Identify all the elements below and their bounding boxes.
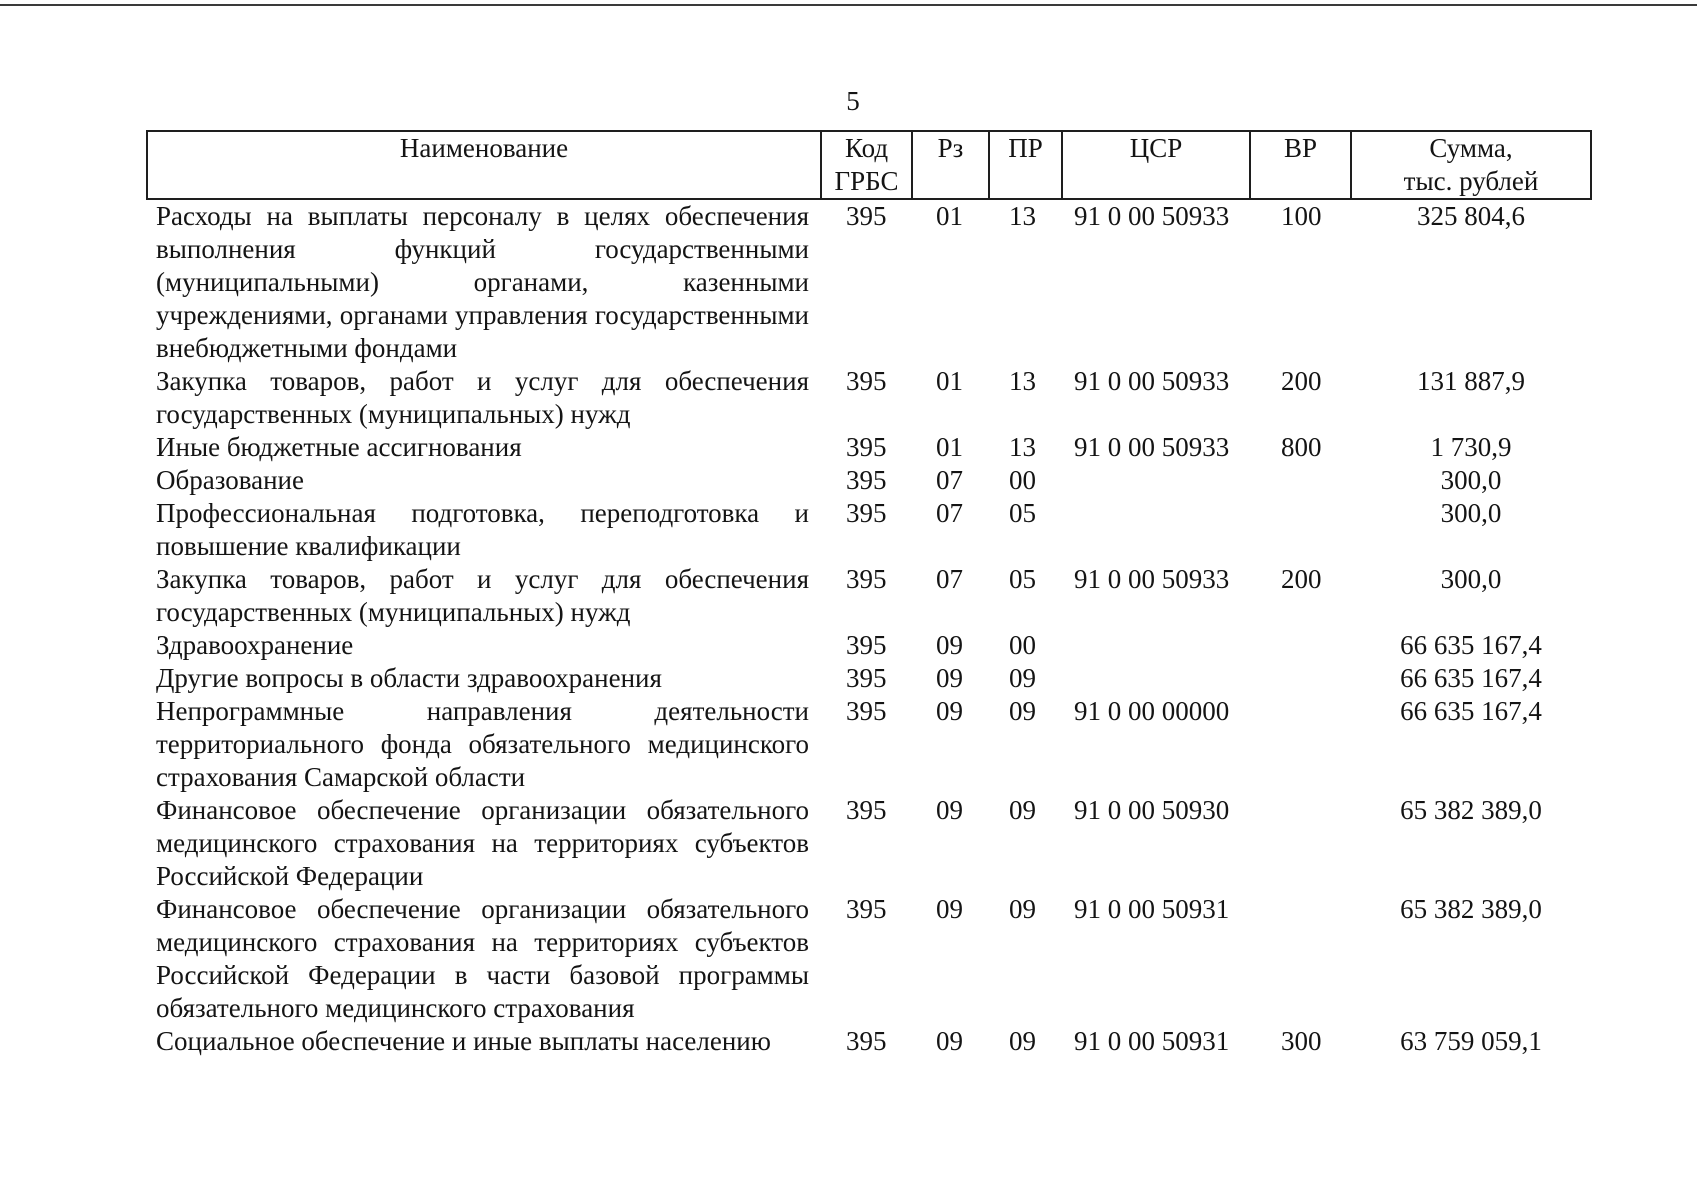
table-row — [147, 464, 1591, 497]
row-name: Финансовое обеспечение организации обязательного медицинского страхования на территориях субъектов Российской Федерации — [156, 795, 809, 891]
row-pr-code: 13 — [1009, 201, 1036, 231]
row-pr-code: 13 — [1009, 432, 1036, 462]
row-amount: 65 382 389,0 — [1400, 795, 1542, 825]
row-vr-code — [1250, 497, 1351, 563]
row-vr-code: 800 — [1281, 432, 1322, 462]
header-pr: ПР — [989, 131, 1062, 199]
header-name: Наименование — [147, 131, 821, 199]
row-rz-code: 07 — [936, 498, 963, 528]
table-row — [147, 431, 1591, 464]
row-grbs-code: 395 — [846, 465, 887, 495]
row-csr-code: 91 0 00 50931 — [1074, 1026, 1230, 1056]
row-pr-code: 13 — [1009, 366, 1036, 396]
row-rz-code: 07 — [936, 564, 963, 594]
row-name: Непрограммные направления деятельности территориального фонда обязательного медицинского страхования Самарской области — [156, 696, 809, 792]
header-csr: ЦСР — [1062, 131, 1250, 199]
row-pr-code: 05 — [1009, 498, 1036, 528]
row-pr-code: 09 — [1009, 894, 1036, 924]
table-row — [147, 497, 1591, 563]
row-amount: 66 635 167,4 — [1400, 630, 1542, 660]
row-grbs-code: 395 — [846, 630, 887, 660]
row-grbs-code: 395 — [846, 366, 887, 396]
row-name: Закупка товаров, работ и услуг для обеспечения государственных (муниципальных) нужд — [156, 564, 809, 627]
budget-table — [146, 130, 1592, 1058]
row-pr-code: 09 — [1009, 696, 1036, 726]
header-row — [147, 131, 1591, 199]
row-name: Другие вопросы в области здравоохранения — [156, 663, 662, 693]
row-vr-code: 300 — [1281, 1026, 1322, 1056]
row-name: Закупка товаров, работ и услуг для обеспечения государственных (муниципальных) нужд — [156, 366, 809, 429]
row-rz-code: 09 — [936, 630, 963, 660]
header-grbs: Код ГРБС — [821, 131, 912, 199]
row-name: Расходы на выплаты персоналу в целях обеспечения выполнения функций государственными (муниципальными) органами, казенными учреждениями, органами управления государственными внебюджетными фондами — [156, 201, 809, 363]
row-csr-code: 91 0 00 50933 — [1074, 366, 1230, 396]
row-rz-code: 09 — [936, 1026, 963, 1056]
row-grbs-code: 395 — [846, 663, 887, 693]
header-rz: Рз — [912, 131, 989, 199]
row-grbs-code: 395 — [846, 696, 887, 726]
row-csr-code — [1062, 629, 1250, 662]
row-amount: 66 635 167,4 — [1400, 696, 1542, 726]
table-row — [147, 365, 1591, 431]
row-csr-code — [1062, 662, 1250, 695]
row-amount: 325 804,6 — [1417, 201, 1525, 231]
row-amount: 131 887,9 — [1417, 366, 1525, 396]
table-row — [147, 199, 1591, 365]
row-grbs-code: 395 — [846, 432, 887, 462]
row-pr-code: 00 — [1009, 465, 1036, 495]
row-vr-code: 100 — [1281, 201, 1322, 231]
table-header — [147, 131, 1591, 199]
row-vr-code — [1250, 695, 1351, 794]
table-row — [147, 563, 1591, 629]
row-grbs-code: 395 — [846, 1026, 887, 1056]
row-amount: 66 635 167,4 — [1400, 663, 1542, 693]
row-vr-code — [1250, 464, 1351, 497]
row-rz-code: 09 — [936, 894, 963, 924]
row-vr-code — [1250, 629, 1351, 662]
row-name: Здравоохранение — [156, 630, 354, 660]
row-pr-code: 05 — [1009, 564, 1036, 594]
header-vr: ВР — [1250, 131, 1351, 199]
row-pr-code: 00 — [1009, 630, 1036, 660]
row-rz-code: 09 — [936, 663, 963, 693]
row-name: Иные бюджетные ассигнования — [156, 432, 522, 462]
row-rz-code: 01 — [936, 201, 963, 231]
row-pr-code: 09 — [1009, 663, 1036, 693]
table-row — [147, 695, 1591, 794]
row-csr-code: 91 0 00 50933 — [1074, 564, 1230, 594]
top-border-line — [0, 4, 1697, 6]
row-amount: 300,0 — [1440, 465, 1502, 495]
row-vr-code: 200 — [1281, 366, 1322, 396]
row-rz-code: 01 — [936, 366, 963, 396]
row-csr-code — [1062, 464, 1250, 497]
row-csr-code: 91 0 00 50931 — [1074, 894, 1230, 924]
row-rz-code: 09 — [936, 696, 963, 726]
row-amount: 65 382 389,0 — [1400, 894, 1542, 924]
row-pr-code: 09 — [1009, 795, 1036, 825]
row-grbs-code: 395 — [846, 201, 887, 231]
table-row — [147, 1025, 1591, 1058]
header-sum: Сумма, тыс. рублей — [1351, 131, 1591, 199]
row-rz-code: 09 — [936, 795, 963, 825]
row-csr-code: 91 0 00 50933 — [1074, 201, 1230, 231]
row-amount: 1 730,9 — [1430, 432, 1512, 462]
table-body — [147, 199, 1591, 1058]
row-amount: 300,0 — [1440, 564, 1502, 594]
row-grbs-code: 395 — [846, 498, 887, 528]
row-amount: 300,0 — [1440, 498, 1502, 528]
row-vr-code — [1250, 794, 1351, 893]
row-rz-code: 07 — [936, 465, 963, 495]
table-row — [147, 893, 1591, 1025]
row-csr-code: 91 0 00 50930 — [1074, 795, 1230, 825]
row-csr-code — [1062, 497, 1250, 563]
table-row — [147, 794, 1591, 893]
row-rz-code: 01 — [936, 432, 963, 462]
row-vr-code: 200 — [1281, 564, 1322, 594]
page-number: 5 — [846, 86, 860, 116]
row-name: Образование — [156, 465, 304, 495]
row-name: Финансовое обеспечение организации обязательного медицинского страхования на территориях субъектов Российской Федерации в части базовой программы обязательного медицинского страхования — [156, 894, 809, 1023]
row-grbs-code: 395 — [846, 795, 887, 825]
row-pr-code: 09 — [1009, 1026, 1036, 1056]
row-csr-code: 91 0 00 00000 — [1074, 696, 1230, 726]
row-csr-code: 91 0 00 50933 — [1074, 432, 1230, 462]
row-name: Профессиональная подготовка, переподготовка и повышение квалификации — [156, 498, 809, 561]
row-vr-code — [1250, 662, 1351, 695]
row-vr-code — [1250, 893, 1351, 1025]
row-grbs-code: 395 — [846, 564, 887, 594]
table-row — [147, 662, 1591, 695]
table-row — [147, 629, 1591, 662]
row-grbs-code: 395 — [846, 894, 887, 924]
row-name: Социальное обеспечение и иные выплаты населению — [156, 1026, 771, 1056]
row-amount: 63 759 059,1 — [1400, 1026, 1542, 1056]
